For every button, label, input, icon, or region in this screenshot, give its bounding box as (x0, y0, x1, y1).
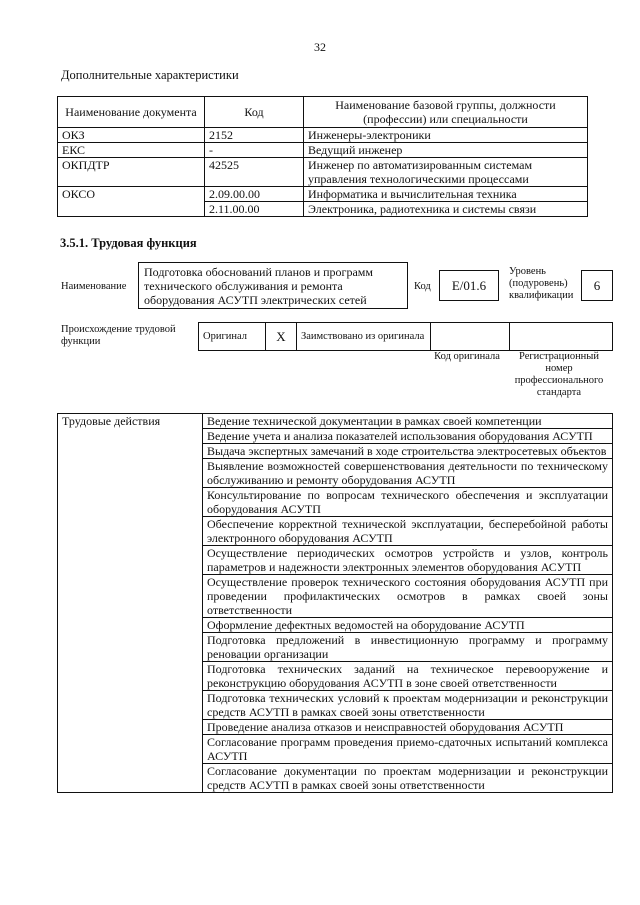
name-cell: Информатика и вычислительная техника (304, 187, 588, 202)
table-row (58, 143, 588, 158)
characteristics-table (57, 96, 588, 217)
header-group-name: Наименование базовой группы, должности (профессии) или специальности (304, 97, 588, 128)
code-label: Код (414, 281, 431, 292)
action-item: Выдача экспертных замечаний в ходе строительства электросетевых объектов (203, 444, 613, 459)
header-document: Наименование документа (58, 97, 205, 128)
action-item: Проведение анализа отказов и неисправностей оборудования АСУТП (203, 720, 613, 735)
action-item: Согласование документации по проектам модернизации и реконструкции средств АСУТП в рамках своей зоны ответственности (203, 764, 613, 793)
action-item: Оформление дефектных ведомостей на оборудование АСУТП (203, 618, 613, 633)
table-row (58, 158, 588, 187)
function-name-box: Подготовка обоснований планов и программ технического обслуживания и ремонта оборудования АСУТП электрических сетей (138, 262, 408, 309)
table-row (58, 187, 588, 202)
additional-characteristics-heading: Дополнительные характеристики (61, 68, 239, 82)
code-cell: 2.11.00.00 (205, 202, 304, 217)
qualification-level-box: 6 (581, 270, 613, 301)
action-item: Обеспечение корректной технической эксплуатации, бесперебойной работы электронного оборудования АСУТП (203, 517, 613, 546)
doc-cell: ОКЗ (58, 128, 205, 143)
action-item: Ведение технической документации в рамках своей компетенции (203, 414, 613, 429)
action-item: Согласование программ проведения приемо-сдаточных испытаний комплекса АСУТП (203, 735, 613, 764)
name-label: Наименование (61, 281, 127, 292)
actions-group-label: Трудовые действия (58, 414, 203, 793)
name-cell: Ведущий инженер (304, 143, 588, 158)
function-code-box: E/01.6 (439, 270, 499, 301)
borrowed-label: Заимствовано из оригинала (297, 323, 431, 351)
table-row (58, 414, 613, 429)
original-mark: X (266, 323, 297, 351)
doc-cell: ОКПДТР (58, 158, 205, 187)
origin-label: Происхождение трудовой функции (61, 324, 176, 347)
code-cell: 2.09.00.00 (205, 187, 304, 202)
action-item: Осуществление проверок технического состояния оборудования АСУТП при проведении профилактических осмотров в рамках своей зоны ответственности (203, 575, 613, 618)
origin-code-cell (431, 323, 510, 351)
name-cell: Инженеры-электроники (304, 128, 588, 143)
origin-row (199, 323, 613, 351)
code-cell: 2152 (205, 128, 304, 143)
action-item: Подготовка технических условий к проектам модернизации и реконструкции средств АСУТП в рамках своей зоны ответственности (203, 691, 613, 720)
code-cell: 42525 (205, 158, 304, 187)
action-item: Выявление возможностей совершенствования деятельности по техническому обслуживанию и ремонту оборудования АСУТП (203, 459, 613, 488)
code-cell: - (205, 143, 304, 158)
qualification-level-label: Уровень (подуровень) квалификации (509, 266, 574, 301)
doc-cell: ЕКС (58, 143, 205, 158)
reg-number-cell (510, 323, 613, 351)
original-label: Оригинал (199, 323, 266, 351)
name-cell: Инженер по автоматизированным системам управления технологическими процессами (304, 158, 588, 187)
labor-function-heading: 3.5.1. Трудовая функция (60, 236, 197, 250)
page-number: 32 (314, 40, 326, 54)
name-cell: Электроника, радиотехника и системы связи (304, 202, 588, 217)
origin-table (198, 322, 613, 351)
table-header-row (58, 97, 588, 128)
origin-code-label: Код оригинала (434, 351, 500, 362)
action-item: Осуществление периодических осмотров устройств и узлов, контроль параметров и надежности электронных элементов оборудования АСУТП (203, 546, 613, 575)
header-code: Код (205, 97, 304, 128)
action-item: Консультирование по вопросам технического обеспечения и эксплуатации оборудования АСУТП (203, 488, 613, 517)
table-row (58, 128, 588, 143)
doc-cell: ОКСО (58, 187, 205, 217)
labor-actions-table (57, 413, 613, 793)
action-item: Подготовка технических заданий на техническое перевооружение и реконструкцию оборудования АСУТП в зоне своей ответственности (203, 662, 613, 691)
reg-number-label: Регистрационный номер профессионального стандарта (514, 351, 604, 398)
action-item: Ведение учета и анализа показателей использования оборудования АСУТП (203, 429, 613, 444)
action-item: Подготовка предложений в инвестиционную программу и программу реновации организации (203, 633, 613, 662)
